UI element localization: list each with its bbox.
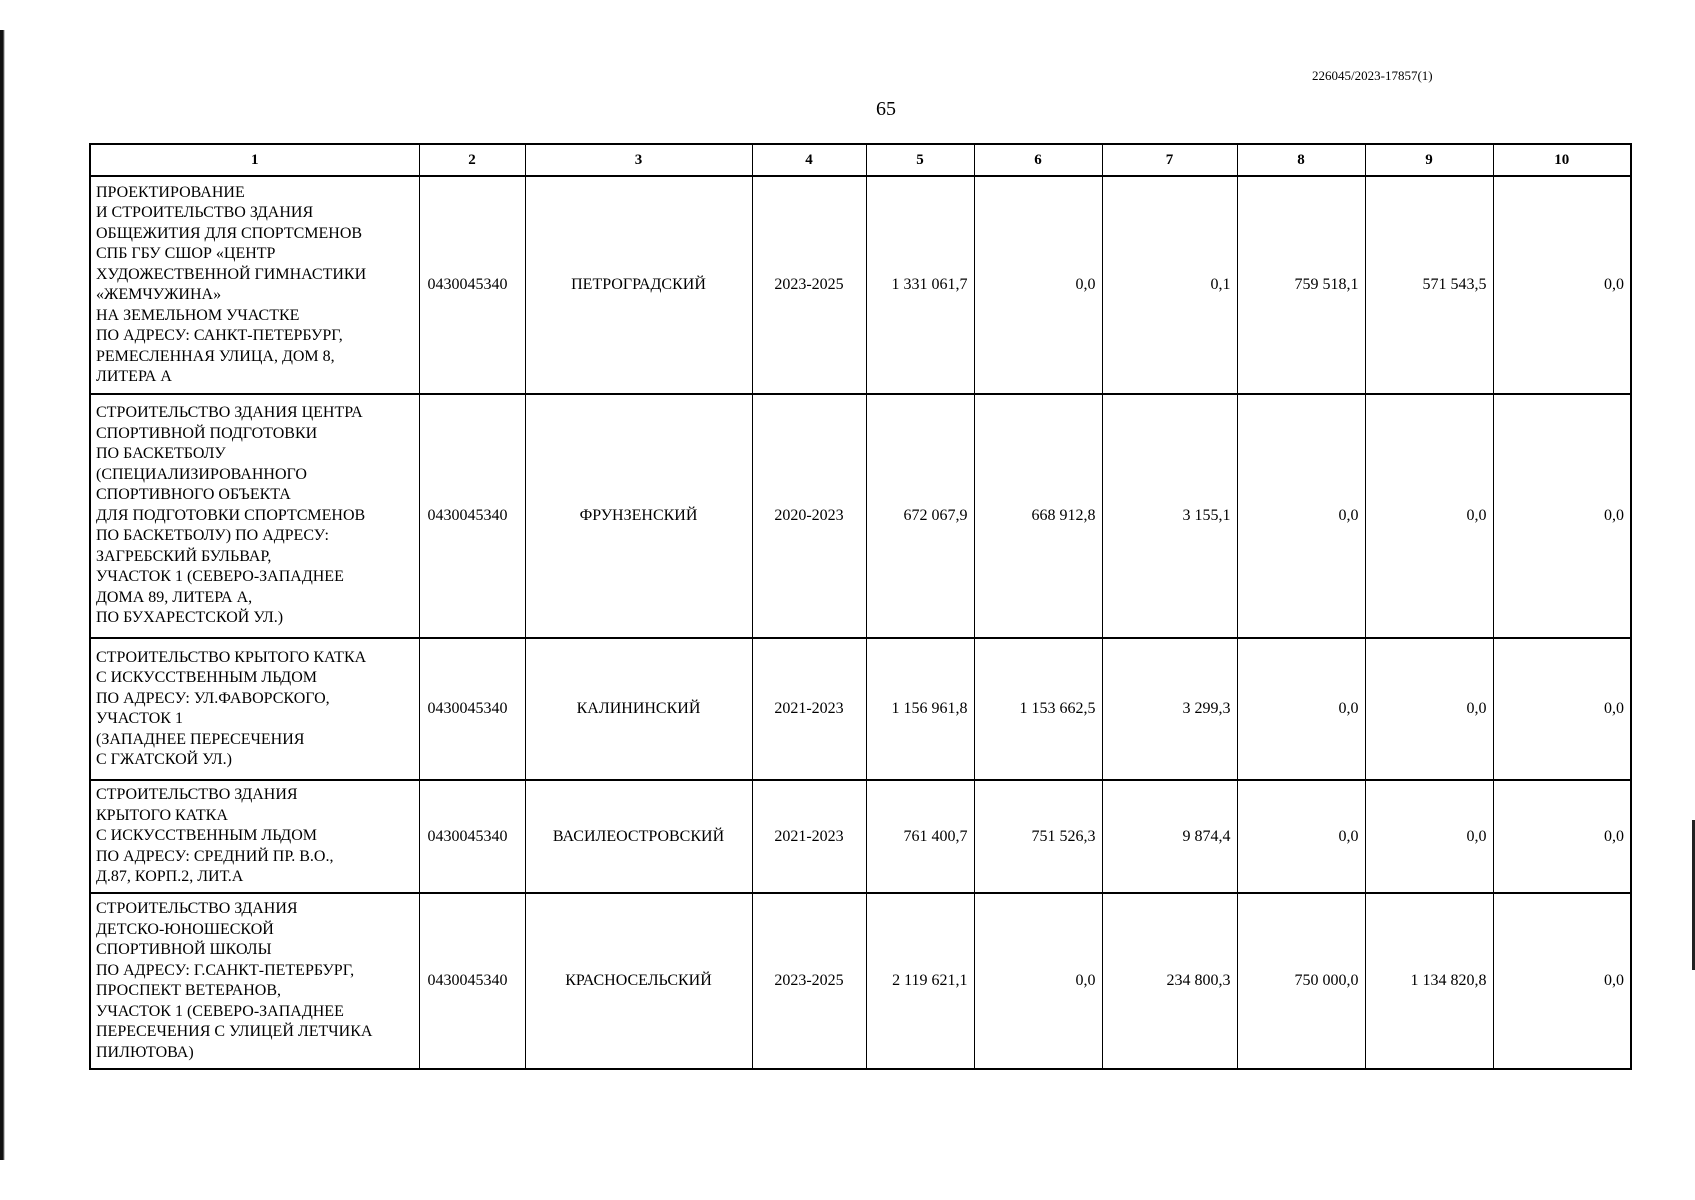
column-header: 4 [752,144,866,176]
object-name-cell: СТРОИТЕЛЬСТВО ЗДАНИЯ ДЕТСКО-ЮНОШЕСКОЙ СПОРТИВНОЙ ШКОЛЫ ПО АДРЕСУ: Г.САНКТ-ПЕТЕРБУРГ, ПРОСПЕКТ ВЕТЕРАНОВ, УЧАСТОК 1 (СЕВЕРО-ЗАПАДНЕЕ ПЕРЕСЕЧЕНИЯ С УЛИЦЕЙ ЛЕТЧИКА ПИЛЮТОВА) [90,893,419,1069]
value-cell-8: 0,0 [1237,638,1365,780]
value-cell-5: 672 067,9 [866,394,974,638]
value-cell-8: 0,0 [1237,780,1365,893]
value-cell-6: 0,0 [974,893,1102,1069]
code-cell: 0430045340 [419,176,525,394]
table-header-row [90,144,1631,176]
period-cell: 2021-2023 [752,780,866,893]
value-cell-9: 1 134 820,8 [1365,893,1493,1069]
table-row [90,176,1631,394]
value-cell-5: 1 156 961,8 [866,638,974,780]
column-header: 3 [525,144,752,176]
district-cell: ФРУНЗЕНСКИЙ [525,394,752,638]
budget-table [89,143,1632,1070]
district-cell: ПЕТРОГРАДСКИЙ [525,176,752,394]
scan-edge-left [0,30,5,1160]
value-cell-5: 1 331 061,7 [866,176,974,394]
value-cell-9: 0,0 [1365,638,1493,780]
period-cell: 2021-2023 [752,638,866,780]
value-cell-9: 0,0 [1365,394,1493,638]
column-header: 5 [866,144,974,176]
value-cell-10: 0,0 [1493,394,1631,638]
period-cell: 2023-2025 [752,176,866,394]
value-cell-6: 0,0 [974,176,1102,394]
district-cell: КРАСНОСЕЛЬСКИЙ [525,893,752,1069]
district-cell: КАЛИНИНСКИЙ [525,638,752,780]
code-cell: 0430045340 [419,394,525,638]
table-row [90,638,1631,780]
value-cell-6: 1 153 662,5 [974,638,1102,780]
value-cell-6: 668 912,8 [974,394,1102,638]
document-id: 226045/2023-17857(1) [1312,68,1433,83]
value-cell-6: 751 526,3 [974,780,1102,893]
value-cell-7: 234 800,3 [1102,893,1237,1069]
object-name-cell: СТРОИТЕЛЬСТВО ЗДАНИЯ КРЫТОГО КАТКА С ИСКУССТВЕННЫМ ЛЬДОМ ПО АДРЕСУ: СРЕДНИЙ ПР. В.О., Д.87, КОРП.2, ЛИТ.А [90,780,419,893]
value-cell-10: 0,0 [1493,780,1631,893]
code-cell: 0430045340 [419,638,525,780]
column-header: 6 [974,144,1102,176]
value-cell-10: 0,0 [1493,638,1631,780]
district-cell: ВАСИЛЕОСТРОВСКИЙ [525,780,752,893]
value-cell-8: 0,0 [1237,394,1365,638]
value-cell-8: 750 000,0 [1237,893,1365,1069]
object-name-cell: ПРОЕКТИРОВАНИЕ И СТРОИТЕЛЬСТВО ЗДАНИЯ ОБЩЕЖИТИЯ ДЛЯ СПОРТСМЕНОВ СПБ ГБУ СШОР «ЦЕНТР ХУДОЖЕСТВЕННОЙ ГИМНАСТИКИ «ЖЕМЧУЖИНА» НА ЗЕМЕЛЬНОМ УЧАСТКЕ ПО АДРЕСУ: САНКТ-ПЕТЕРБУРГ, РЕМЕСЛЕННАЯ УЛИЦА, ДОМ 8, ЛИТЕРА А [90,176,419,394]
period-cell: 2020-2023 [752,394,866,638]
column-header: 7 [1102,144,1237,176]
object-name-cell: СТРОИТЕЛЬСТВО КРЫТОГО КАТКА С ИСКУССТВЕННЫМ ЛЬДОМ ПО АДРЕСУ: УЛ.ФАВОРСКОГО, УЧАСТОК 1 (ЗАПАДНЕЕ ПЕРЕСЕЧЕНИЯ С ГЖАТСКОЙ УЛ.) [90,638,419,780]
column-header: 10 [1493,144,1631,176]
value-cell-7: 9 874,4 [1102,780,1237,893]
column-header: 2 [419,144,525,176]
page-number: 65 [876,98,896,120]
column-header: 9 [1365,144,1493,176]
column-header: 1 [90,144,419,176]
value-cell-7: 0,1 [1102,176,1237,394]
value-cell-7: 3 155,1 [1102,394,1237,638]
value-cell-5: 761 400,7 [866,780,974,893]
column-header: 8 [1237,144,1365,176]
value-cell-7: 3 299,3 [1102,638,1237,780]
value-cell-5: 2 119 621,1 [866,893,974,1069]
table-row [90,893,1631,1069]
table-row [90,394,1631,638]
object-name-cell: СТРОИТЕЛЬСТВО ЗДАНИЯ ЦЕНТРА СПОРТИВНОЙ ПОДГОТОВКИ ПО БАСКЕТБОЛУ (СПЕЦИАЛИЗИРОВАННОГО СПОРТИВНОГО ОБЪЕКТА ДЛЯ ПОДГОТОВКИ СПОРТСМЕНОВ ПО БАСКЕТБОЛУ) ПО АДРЕСУ: ЗАГРЕБСКИЙ БУЛЬВАР, УЧАСТОК 1 (СЕВЕРО-ЗАПАДНЕЕ ДОМА 89, ЛИТЕРА А, ПО БУХАРЕСТСКОЙ УЛ.) [90,394,419,638]
code-cell: 0430045340 [419,893,525,1069]
table-row [90,780,1631,893]
value-cell-10: 0,0 [1493,176,1631,394]
value-cell-9: 0,0 [1365,780,1493,893]
value-cell-8: 759 518,1 [1237,176,1365,394]
period-cell: 2023-2025 [752,893,866,1069]
code-cell: 0430045340 [419,780,525,893]
value-cell-9: 571 543,5 [1365,176,1493,394]
value-cell-10: 0,0 [1493,893,1631,1069]
